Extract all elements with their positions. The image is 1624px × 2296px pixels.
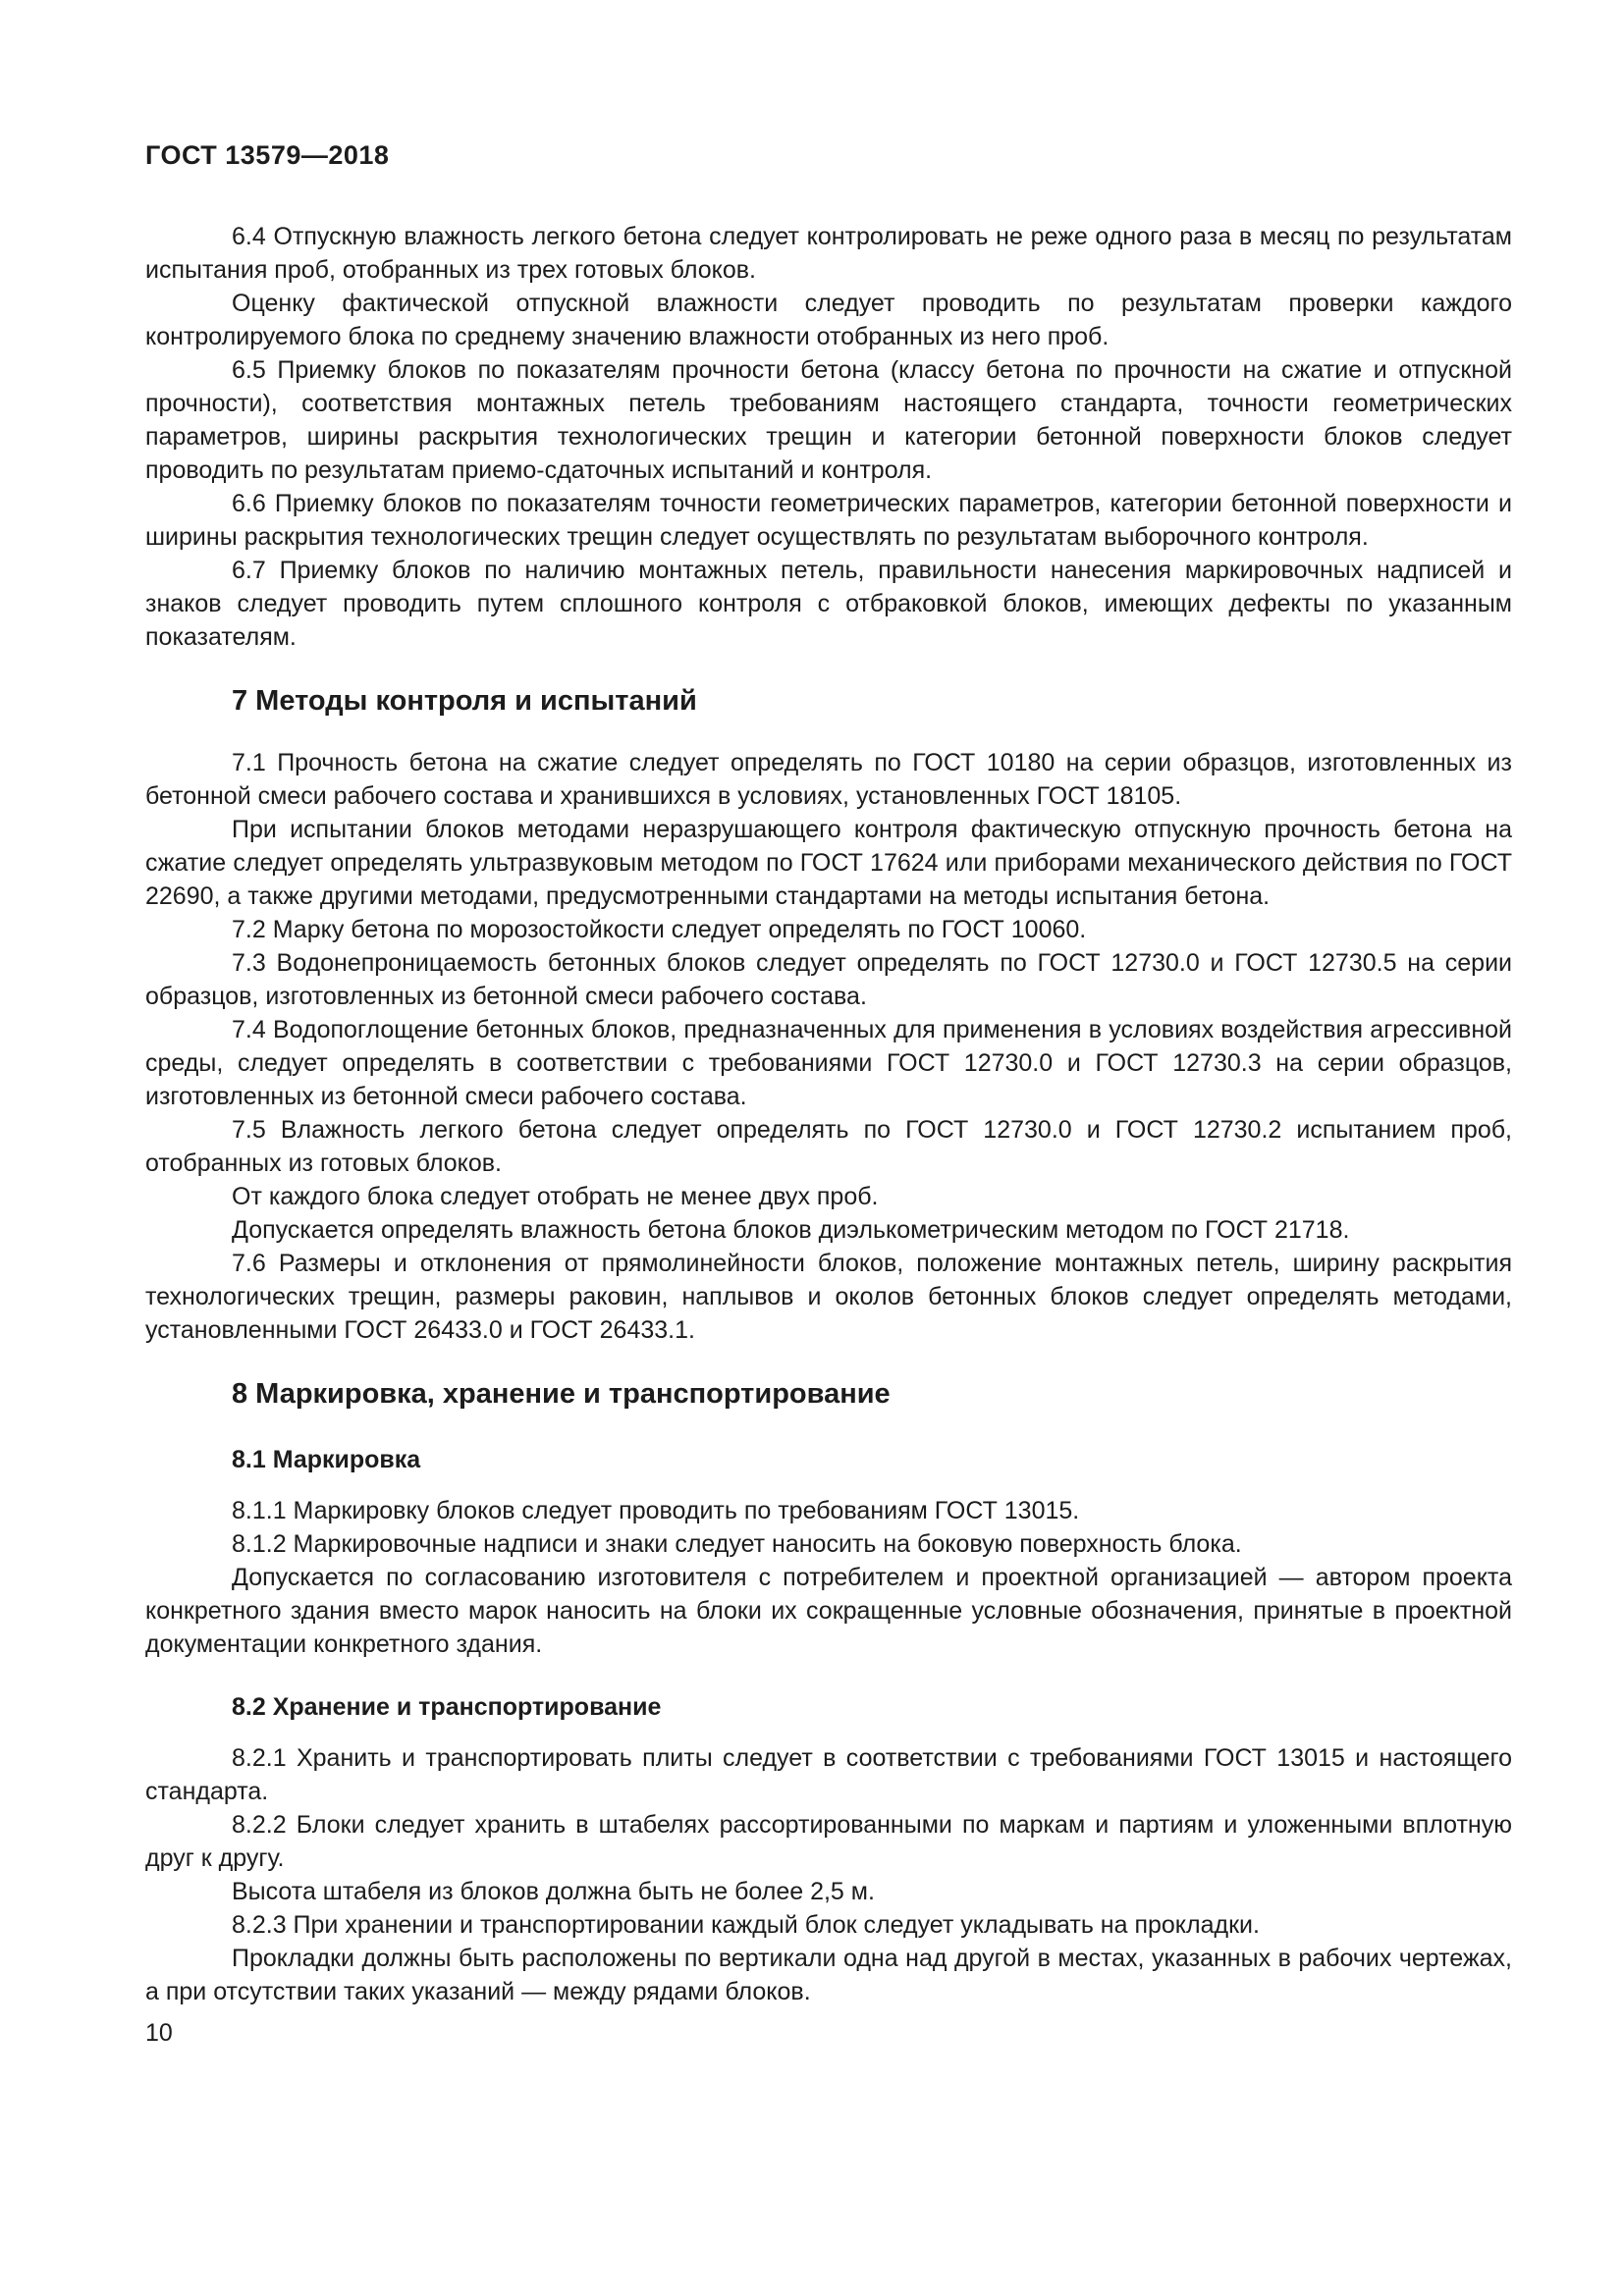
clause-7-3: 7.3 Водонепроницаемость бетонных блоков следует определять по ГОСТ 12730.0 и ГОСТ 12730.5 на серии образцов, изготовленных из бетонной смеси рабочего состава. bbox=[145, 949, 1512, 1010]
clause-7-4: 7.4 Водопоглощение бетонных блоков, предназначенных для применения в условиях воздействия агрессивной среды, следует определять в соответствии с требованиями ГОСТ 12730.0 и ГОСТ 12730.3 на серии образцов, изготовленных из бетонной смеси рабочего состава. bbox=[145, 1016, 1512, 1110]
clause-6-4-para-2: Оценку фактической отпускной влажности следует проводить по результатам проверки каждого контролируемого блока по среднему значению влажности отобранных из него проб. bbox=[145, 290, 1512, 350]
clause-8-1-2-para-2: Допускается по согласованию изготовителя с потребителем и проектной организацией — автором проекта конкретного здания вместо марок наносить на блоки их сокращенные условные обозначения, принятые в проектной документации конкретного здания. bbox=[145, 1564, 1512, 1658]
clause-8-2-1: 8.2.1 Хранить и транспортировать плиты следует в соответствии с требованиями ГОСТ 13015 и настоящего стандарта. bbox=[145, 1744, 1512, 1805]
doc-number-header: ГОСТ 13579—2018 bbox=[145, 140, 390, 170]
clause-6-6: 6.6 Приемку блоков по показателям точности геометрических параметров, категории бетонной поверхности и ширины раскрытия технологических трещин следует осуществлять по результатам выборочного контроля. bbox=[145, 490, 1512, 551]
section-8-heading: 8 Маркировка, хранение и транспортирование bbox=[232, 1378, 891, 1410]
clause-7-6: 7.6 Размеры и отклонения от прямолинейности блоков, положение монтажных петель, ширину раскрытия технологических трещин, размеры раковин, наплывов и околов бетонных блоков следует определять методами, установленными ГОСТ 26433.0 и ГОСТ 26433.1. bbox=[145, 1250, 1512, 1344]
document-body bbox=[145, 220, 1512, 2008]
clause-7-5-para-3: Допускается определять влажность бетона блоков диэлькометрическим методом по ГОСТ 21718. bbox=[232, 1216, 1350, 1244]
clause-7-5: 7.5 Влажность легкого бетона следует определять по ГОСТ 12730.0 и ГОСТ 12730.2 испытанием проб, отобранных из готовых блоков. bbox=[145, 1116, 1512, 1177]
subsection-8-1-heading: 8.1 Маркировка bbox=[232, 1446, 421, 1473]
clause-6-5: 6.5 Приемку блоков по показателям прочности бетона (классу бетона по прочности на сжатие и отпускной прочности), соответствия монтажных петель требованиям настоящего стандарта, точности геометрических параметров, ширины раскрытия технологических трещин и категории бетонной поверхности блоков следует проводить по результатам приемо-сдаточных испытаний и контроля. bbox=[145, 356, 1512, 484]
clause-8-2-3-para-2: Прокладки должны быть расположены по вертикали одна над другой в местах, указанных в рабочих чертежах, а при отсутствии таких указаний — между рядами блоков. bbox=[145, 1945, 1512, 2005]
clause-8-1-1: 8.1.1 Маркировку блоков следует проводить по требованиям ГОСТ 13015. bbox=[232, 1497, 1080, 1524]
clause-8-2-2-para-2: Высота штабеля из блоков должна быть не более 2,5 м. bbox=[232, 1878, 875, 1905]
clause-7-5-para-2: От каждого блока следует отобрать не менее двух проб. bbox=[232, 1183, 879, 1210]
clause-6-7: 6.7 Приемку блоков по наличию монтажных петель, правильности нанесения маркировочных надписей и знаков следует проводить путем сплошного контроля с отбраковкой блоков, имеющих дефекты по указанным показателям. bbox=[145, 557, 1512, 651]
subsection-8-2-heading: 8.2 Хранение и транспортирование bbox=[232, 1693, 662, 1721]
clause-6-4: 6.4 Отпускную влажность легкого бетона следует контролировать не реже одного раза в месяц по результатам испытания проб, отобранных из трех готовых блоков. bbox=[145, 223, 1512, 284]
clause-7-2: 7.2 Марку бетона по морозостойкости следует определять по ГОСТ 10060. bbox=[232, 916, 1087, 943]
clause-8-2-2: 8.2.2 Блоки следует хранить в штабелях рассортированными по маркам и партиям и уложенными вплотную друг к другу. bbox=[145, 1811, 1512, 1872]
clause-8-2-3: 8.2.3 При хранении и транспортировании каждый блок следует укладывать на прокладки. bbox=[232, 1911, 1260, 1939]
clause-7-1-para-2: При испытании блоков методами неразрушающего контроля фактическую отпускную прочность бетона на сжатие следует определять ультразвуковым методом по ГОСТ 17624 или приборами механического действия по ГОСТ 22690, а также другими методами, предусмотренными стандартами на методы испытания бетона. bbox=[145, 816, 1512, 910]
clause-7-1: 7.1 Прочность бетона на сжатие следует определять по ГОСТ 10180 на серии образцов, изготовленных из бетонной смеси рабочего состава и хранившихся в условиях, установленных ГОСТ 18105. bbox=[145, 749, 1512, 810]
section-7-heading: 7 Методы контроля и испытаний bbox=[232, 685, 697, 717]
clause-8-1-2: 8.1.2 Маркировочные надписи и знаки следует наносить на боковую поверхность блока. bbox=[232, 1530, 1242, 1558]
page-number: 10 bbox=[145, 2019, 173, 2047]
